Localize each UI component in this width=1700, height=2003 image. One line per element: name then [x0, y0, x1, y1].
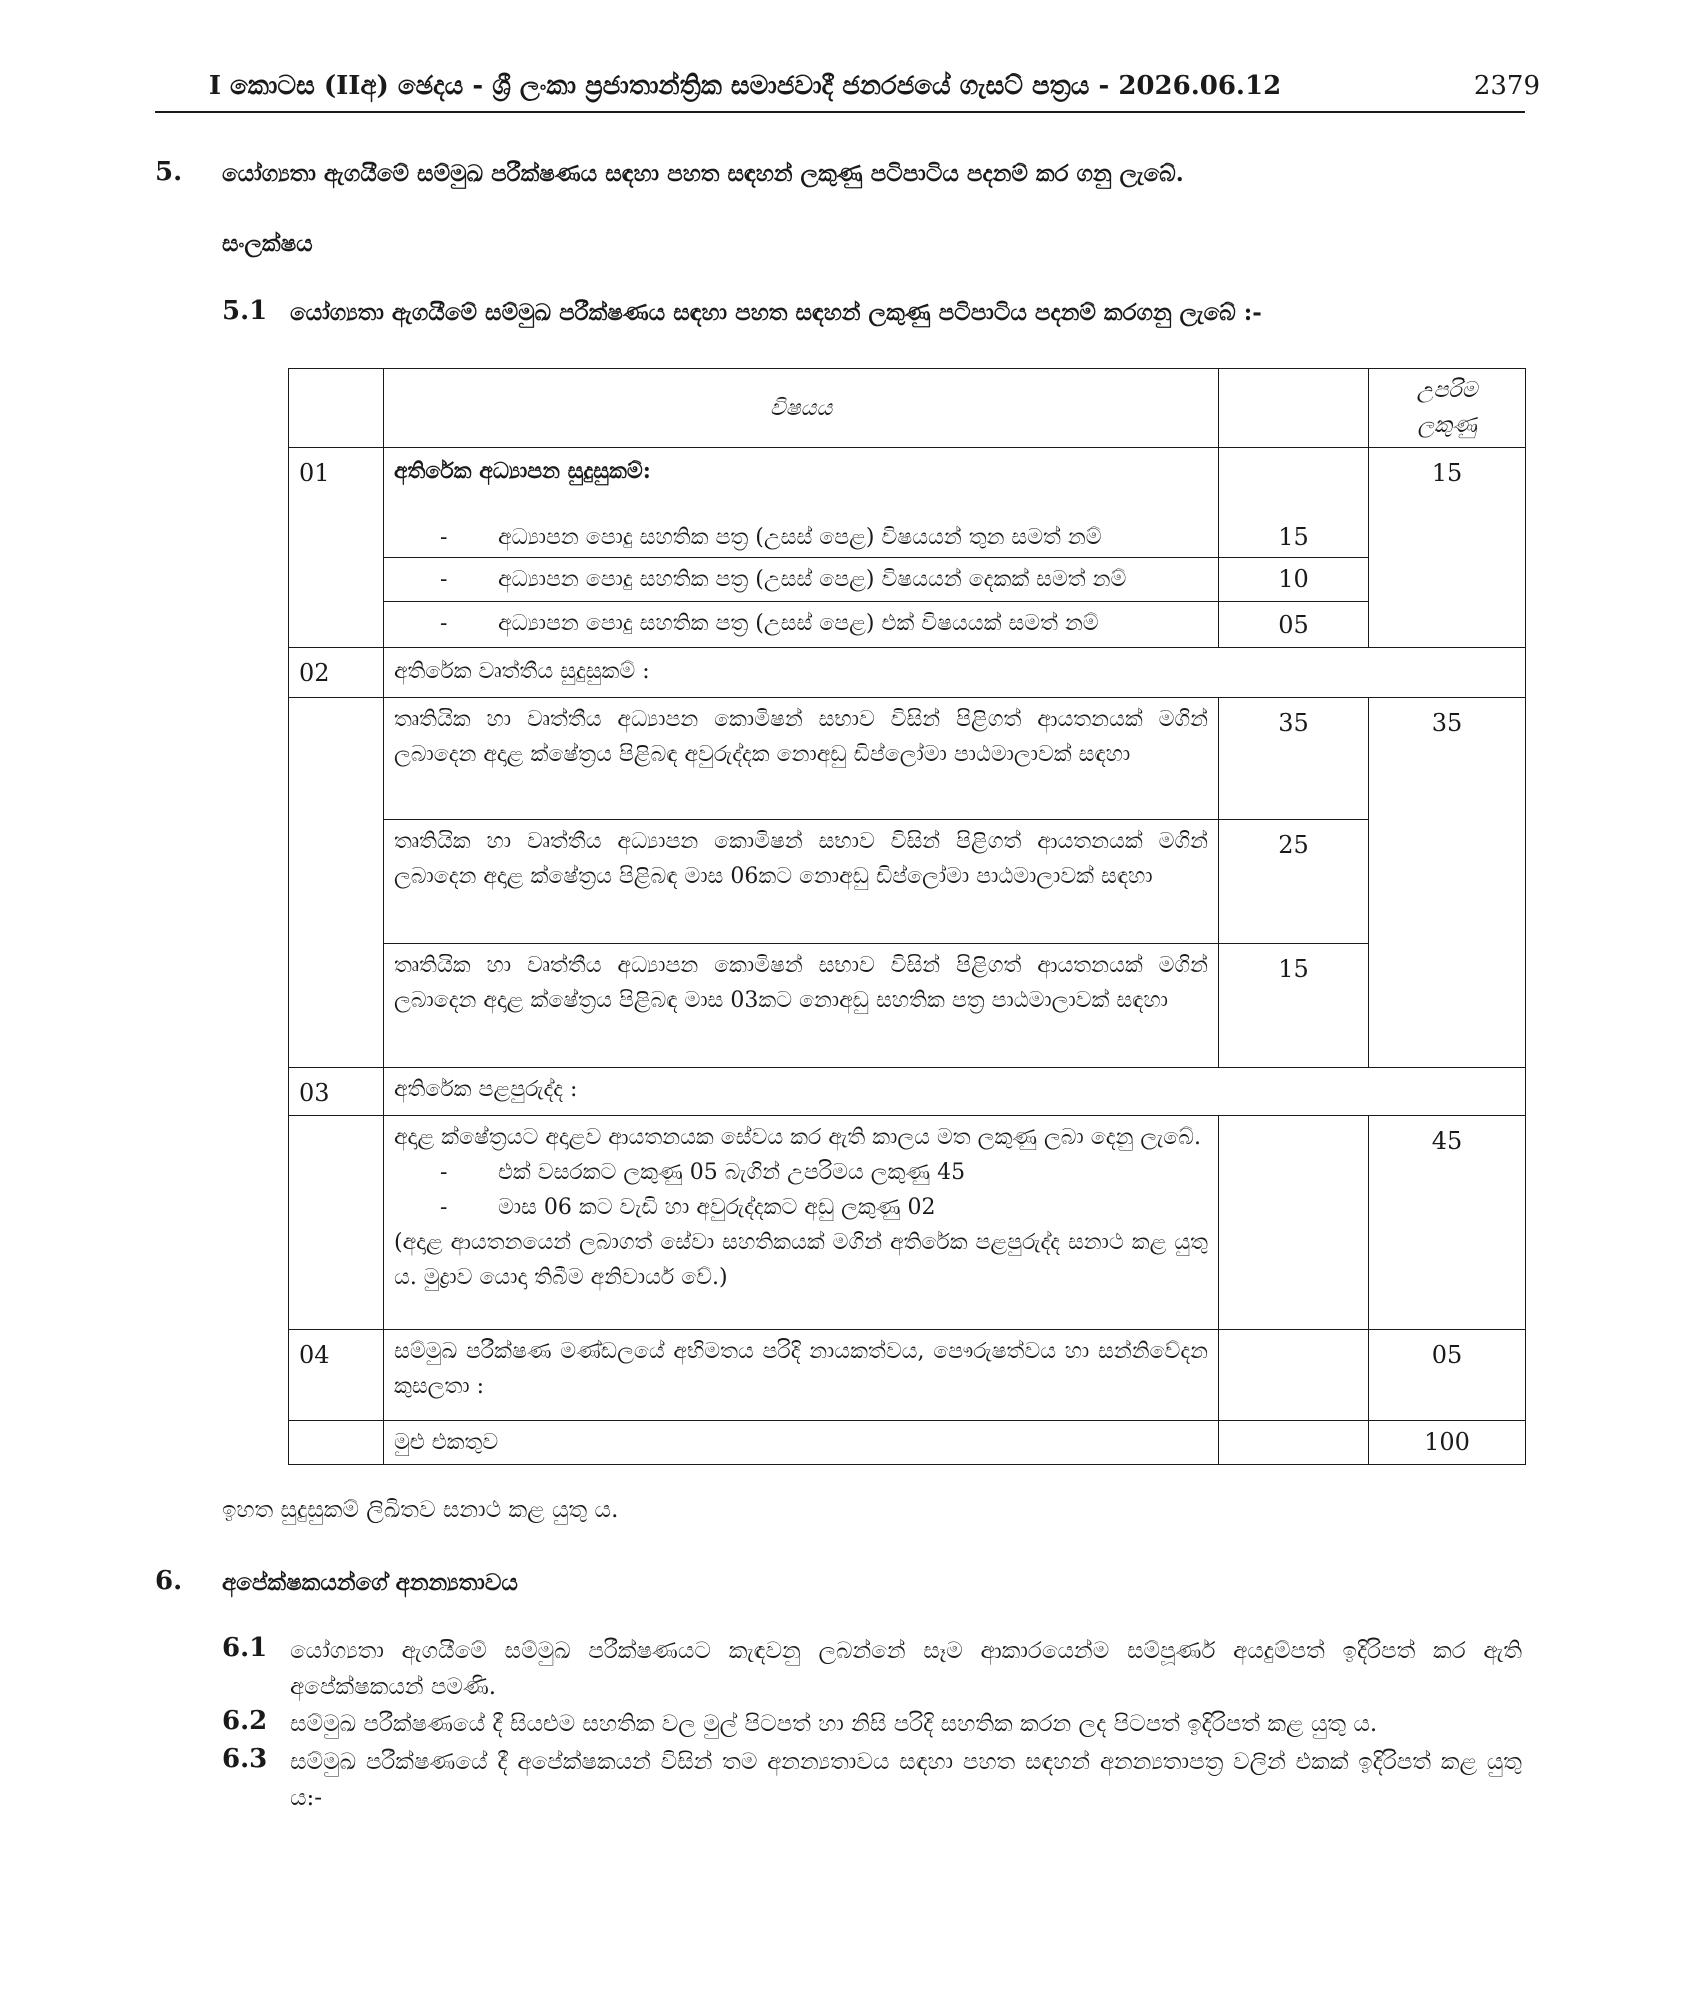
table-row	[289, 558, 1526, 602]
row-03-intro: අදාළ ක්ෂේත්‍රයට අදාළව ආයතනයක සේවය කර ඇති කාලය මත ලකුණු ලබා දෙනු ලැබේ.	[394, 1125, 1201, 1150]
header-max-marks	[1369, 369, 1526, 448]
section-5-subheading: සංලක්ෂය	[222, 230, 313, 257]
row-02-item-1-mark: 35	[1219, 698, 1369, 820]
row-03-bullet-2	[394, 1190, 1208, 1225]
table-row	[289, 602, 1526, 648]
row-03-num-blank	[289, 1116, 384, 1330]
row-02-item-2-mark: 25	[1219, 820, 1369, 944]
row-01-item-1-text: අධ්‍යාපන පොදු සහතික පත්‍ර (උසස් පෙළ) විෂයයන් තුන සමත් නම්	[498, 525, 1102, 550]
section-6-3-number: 6.3	[222, 1744, 268, 1774]
bullet-dash: -	[440, 525, 448, 550]
row-01-number: 01	[289, 448, 384, 648]
row-03-note: (අදාළ ආයතනයෙන් ලබාගත් සේවා සහතිකයක් මගින් අතිරේක පළපුරුද්ද සනාථ කළ යුතු ය. මුද්‍රාව යොදා තිබීම අනිවාර්ය වේ.)	[394, 1230, 1208, 1290]
row-02-title: අතිරේක වෘත්තීය සුදුසුකම් :	[384, 648, 1526, 698]
section-6-3-text: සම්මුඛ පරීක්ෂණයේ දී අපේක්ෂකයන් විසින් තම අනන්‍යතාවය සඳහා පහත සඳහන් අනන්‍යතාපත්‍ර වලින් එකක් ඉදිරිපත් කළ යුතු ය:-	[290, 1749, 1522, 1811]
total-label: මුළු එකතුව	[384, 1421, 1219, 1465]
row-01-item-2-text: අධ්‍යාපන පොදු සහතික පත්‍ර (උසස් පෙළ) විෂයයන් දෙකක් සමත් නම්	[498, 567, 1127, 592]
header-rule	[155, 111, 1525, 113]
table-row	[289, 648, 1526, 698]
page-number: 2379	[1473, 71, 1540, 101]
section-6-2-number: 6.2	[222, 1706, 268, 1736]
row-02-item-2-text: තෘතියික හා වෘත්තීය අධ්‍යාපන කොමිෂන් සභාව විසින් පිළිගත් ආයතනයක් මගින් ලබාදෙන අදාළ ක්ෂේත්‍රය පිළිබඳ මාස 06කට නොඅඩු ඩිප්ලෝමා පාඨමාලාවක් සඳහා	[384, 820, 1219, 944]
table-row-total	[289, 1421, 1526, 1465]
row-03-max: 45	[1369, 1116, 1526, 1330]
row-02-item-3-mark: 15	[1219, 944, 1369, 1068]
row-04-text: සම්මුඛ පරීක්ෂණ මණ්ඩලයේ අභිමතය පරිදි නායකත්වය, පෞරුෂත්වය හා සන්නිවේදන කුසලතා :	[384, 1330, 1219, 1421]
section-6-1-text: යෝග්‍යතා ඇගයීමේ සම්මුඛ පරීක්ෂණයට කැඳවනු ලබන්නේ සෑම ආකාරයෙන්ම සම්පූර්ණ අයදුම්පත් ඉදිරිපත් කර ඇති අපේක්ෂකයන් පමණි.	[290, 1638, 1522, 1700]
row-03-bullet-1-text: එක් වසරකට ලකුණු 05 බැගින් උපරිමය ලකුණු 45	[498, 1160, 966, 1185]
row-02-max: 35	[1369, 698, 1526, 1068]
row-01-item-3-mark: 05	[1219, 602, 1369, 648]
row-04-number: 04	[289, 1330, 384, 1421]
row-01-item-2	[384, 558, 1219, 602]
section-6-number: 6.	[155, 1566, 183, 1596]
header-max-line1: උපරිම	[1416, 378, 1478, 403]
section-6-2-text: සම්මුඛ පරීක්ෂණයේ දී සියළුම සහතික වල මුල් පිටපත් හා නිසි පරිදි සහතික කරන ලද පිටපත් ඉදිරිපත් කළ යුතු ය.	[290, 1711, 1378, 1737]
row-01-subject	[384, 448, 1219, 558]
row-02-item-1-text: තෘතියික හා වෘත්තීය අධ්‍යාපන කොමිෂන් සභාව විසින් පිළිගත් ආයතනයක් මගින් ලබාදෙන අදාළ ක්ෂේත්‍රය පිළිබඳ අවුරුද්දක නොඅඩු ඩිප්ලෝමා පාඨමාලාවක් සඳහා	[384, 698, 1219, 820]
row-01-max: 15	[1369, 448, 1526, 648]
row-03-title: අතිරේක පළපුරුද්ද :	[384, 1068, 1526, 1116]
section-5-number: 5.	[155, 157, 183, 187]
table-row	[289, 1068, 1526, 1116]
row-01-item-1	[394, 520, 1102, 555]
row-03-bullet-1	[394, 1155, 1208, 1190]
table-row	[289, 820, 1526, 944]
header-subject: විෂයය	[384, 369, 1219, 448]
row-02-item-3-text: තෘතියික හා වෘත්තීය අධ්‍යාපන කොමිෂන් සභාව විසින් පිළිගත් ආයතනයක් මගින් ලබාදෙන අදාළ ක්ෂේත්‍රය පිළිබඳ මාස 03කට නොඅඩු සහතික පත්‍ර පාඨමාලාවක් සඳහා	[384, 944, 1219, 1068]
total-mark-blank	[1219, 1421, 1369, 1465]
section-6-1-number: 6.1	[222, 1633, 268, 1663]
bullet-dash: -	[440, 567, 448, 592]
section-6-heading: අපේක්ෂකයන්ගේ අනන්‍යතාවය	[222, 1569, 518, 1596]
bullet-dash: -	[440, 1195, 448, 1220]
row-02-num-blank	[289, 698, 384, 1068]
gazette-header-title: I කොටස (IIඅ) ඡෙදය - ශ්‍රී ලංකා ප්‍රජාතාන්ත්‍රික සමාජවාදී ජනරජයේ ගැසට් පත්‍රය - 2026.06.12	[208, 71, 1282, 101]
row-04-mark-blank	[1219, 1330, 1369, 1421]
section-5-text: යෝග්‍යතා ඇගයීමේ සම්මුඛ පරීක්ෂණය සඳහා පහත සඳහන් ලකුණු පටිපාටිය පදනම් කර ගනු ලැබේ.	[222, 160, 1184, 187]
row-03-number: 03	[289, 1068, 384, 1116]
row-01-title: අතිරේක අධ්‍යාපන සුදුසුකම්:	[394, 458, 651, 484]
bullet-dash: -	[440, 1160, 448, 1185]
section-5-1-text: යෝග්‍යතා ඇගයීමේ සම්මුඛ පරීක්ෂණය සඳහා පහත සඳහන් ලකුණු පටිපාටිය පදනම් කරගනු ලැබේ :-	[290, 299, 1262, 326]
row-01-item-3	[384, 602, 1219, 648]
header-mark-cell	[1219, 369, 1369, 448]
after-table-note: ඉහත සුදුසුකම් ලිඛිතව සනාථ කළ යුතු ය.	[222, 1497, 619, 1523]
row-02-number: 02	[289, 648, 384, 698]
total-value: 100	[1369, 1421, 1526, 1465]
header-num-cell	[289, 369, 384, 448]
row-03-subject	[384, 1116, 1219, 1330]
row-03-bullet-2-text: මාස 06 කට වැඩි හා අවුරුද්දකට අඩු ලකුණු 02	[498, 1195, 936, 1220]
marks-table	[288, 368, 1526, 1465]
row-01-item-3-text: අධ්‍යාපන පොදු සහතික පත්‍ර (උසස් පෙළ) එක් විෂයයක් සමත් නම්	[498, 611, 1099, 636]
row-03-mark-blank	[1219, 1116, 1369, 1330]
row-04-max: 05	[1369, 1330, 1526, 1421]
table-row	[289, 698, 1526, 820]
table-row	[289, 1116, 1526, 1330]
table-row	[289, 944, 1526, 1068]
section-5-1-number: 5.1	[222, 296, 268, 326]
table-row	[289, 448, 1526, 558]
row-01-item-1-mark: 15	[1219, 448, 1369, 558]
total-num-blank	[289, 1421, 384, 1465]
bullet-dash: -	[440, 611, 448, 636]
header-max-line2: ලකුණු	[1417, 413, 1477, 438]
row-01-item-2-mark: 10	[1219, 558, 1369, 602]
table-row	[289, 1330, 1526, 1421]
table-header-row	[289, 369, 1526, 448]
